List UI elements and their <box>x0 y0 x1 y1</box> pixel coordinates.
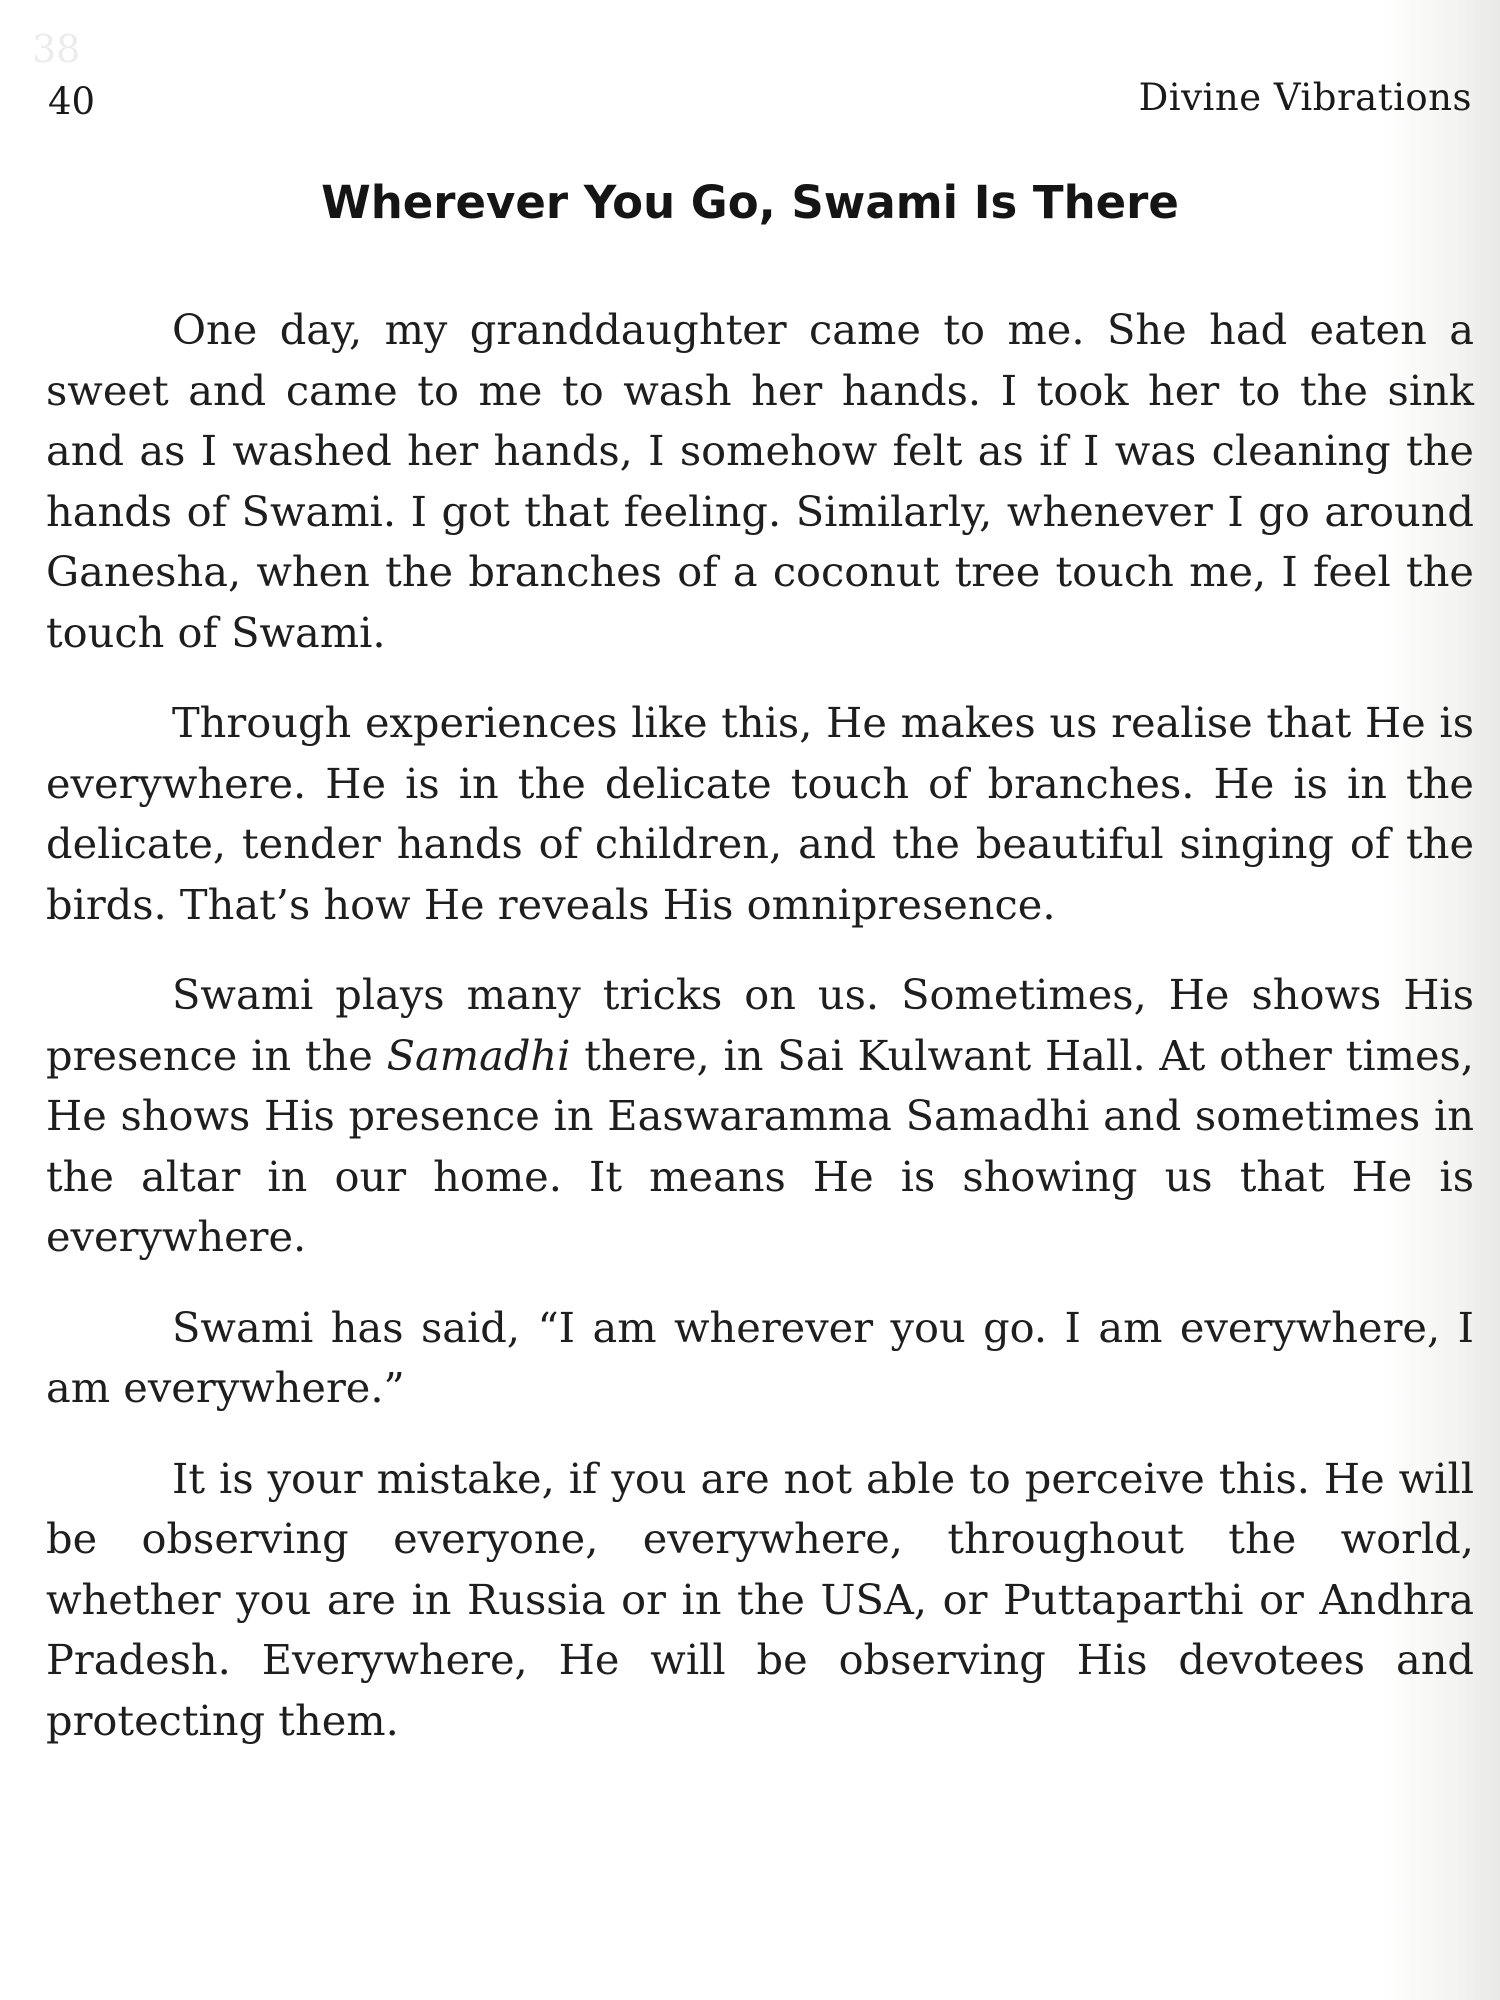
chapter-title: Wherever You Go, Swami Is There <box>321 176 1179 229</box>
paragraph-3-part-1: Swami plays many tricks on us. Sometimes, He shows His presence in the <box>46 970 1474 1080</box>
running-title: Divine Vibrations <box>1138 76 1472 119</box>
page-number: 40 <box>48 80 96 123</box>
article-body <box>46 300 1474 1781</box>
paragraph-5: It is your mistake, if you are not able to perceive this. He will be observing everyone, everywhere, throughout the world, whether you are in Russia or in the USA, or Puttaparthi or Andhra Pradesh. Everywhere, He will be observing His devotees and protecting them. <box>46 1453 1474 1745</box>
paragraph-1: One day, my granddaughter came to me. She had eaten a sweet and came to me to wash her hands. I took her to the sink and as I washed her hands, I somehow felt as if I was cleaning the hands of Swami. I got that feeling. Similarly, whenever I go around Ganesha, when the branches of a coconut tree touch me, I feel the touch of Swami. <box>46 305 1474 657</box>
paragraph-3-part-2: there, in Sai Kulwant Hall. At other times, He shows His presence in Easwaramma Samadhi and sometimes in the altar in our home. It means He is showing us that He is everywhere. <box>46 1030 1474 1261</box>
paragraph-4: Swami has said, “I am wherever you go. I am everywhere, I am everywhere.” <box>46 1302 1474 1412</box>
samadhi-italic: Samadhi <box>386 1030 571 1080</box>
paragraph-2: Through experiences like this, He makes us realise that He is everywhere. He is in the delicate touch of branches. He is in the delicate, tender hands of children, and the beautiful singing of the birds. That’s how He reveals His omnipresence. <box>46 698 1474 929</box>
bleed-through-text: 38 <box>32 27 81 71</box>
paragraph-3 <box>46 965 1474 1268</box>
